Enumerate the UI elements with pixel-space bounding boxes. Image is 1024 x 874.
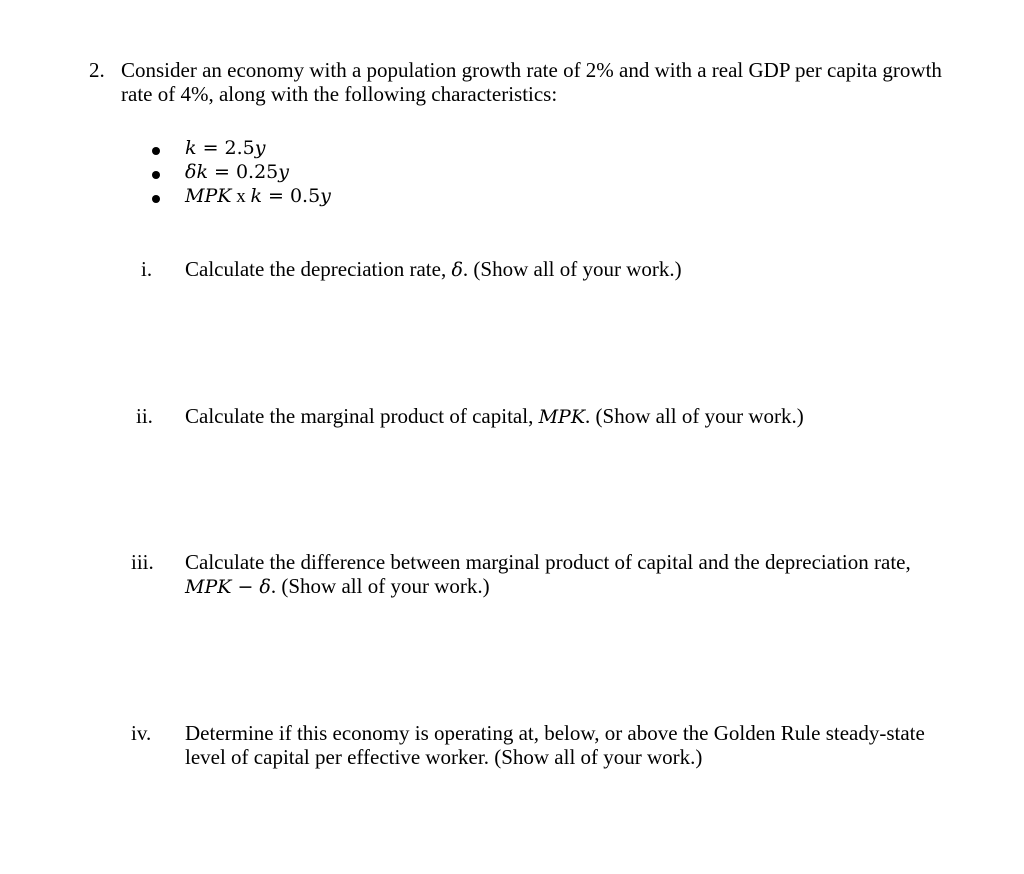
bullet-icon <box>152 195 160 203</box>
characteristic-capital: k = 2.5y <box>185 137 266 159</box>
part-label-iv: iv. <box>131 721 152 745</box>
part-label-ii: ii. <box>136 404 153 428</box>
bullet-icon <box>152 171 160 179</box>
characteristic-mpk: MPK x k = 0.5y <box>185 185 331 207</box>
part-text-iii-line-1: Calculate the difference between marginal product of capital and the depreciation rate, <box>185 550 911 574</box>
part-text-i: Calculate the depreciation rate, δ. (Show all of your work.) <box>185 257 682 281</box>
question-text-line-1: Consider an economy with a population growth rate of 2% and with a real GDP per capita growth <box>121 58 942 82</box>
part-label-i: i. <box>141 257 153 281</box>
part-text-ii: Calculate the marginal product of capital, MPK. (Show all of your work.) <box>185 404 804 428</box>
part-text-iii-line-2: MPK − δ. (Show all of your work.) <box>185 574 490 598</box>
part-text-iv-line-2: level of capital per effective worker. (Show all of your work.) <box>185 745 703 769</box>
question-number: 2. <box>89 58 105 82</box>
bullet-icon <box>152 147 160 155</box>
part-text-iv-line-1: Determine if this economy is operating at, below, or above the Golden Rule steady-state <box>185 721 925 745</box>
characteristic-depreciation: δk = 0.25y <box>185 161 289 183</box>
question-text-line-2: rate of 4%, along with the following characteristics: <box>121 82 558 106</box>
part-label-iii: iii. <box>131 550 154 574</box>
